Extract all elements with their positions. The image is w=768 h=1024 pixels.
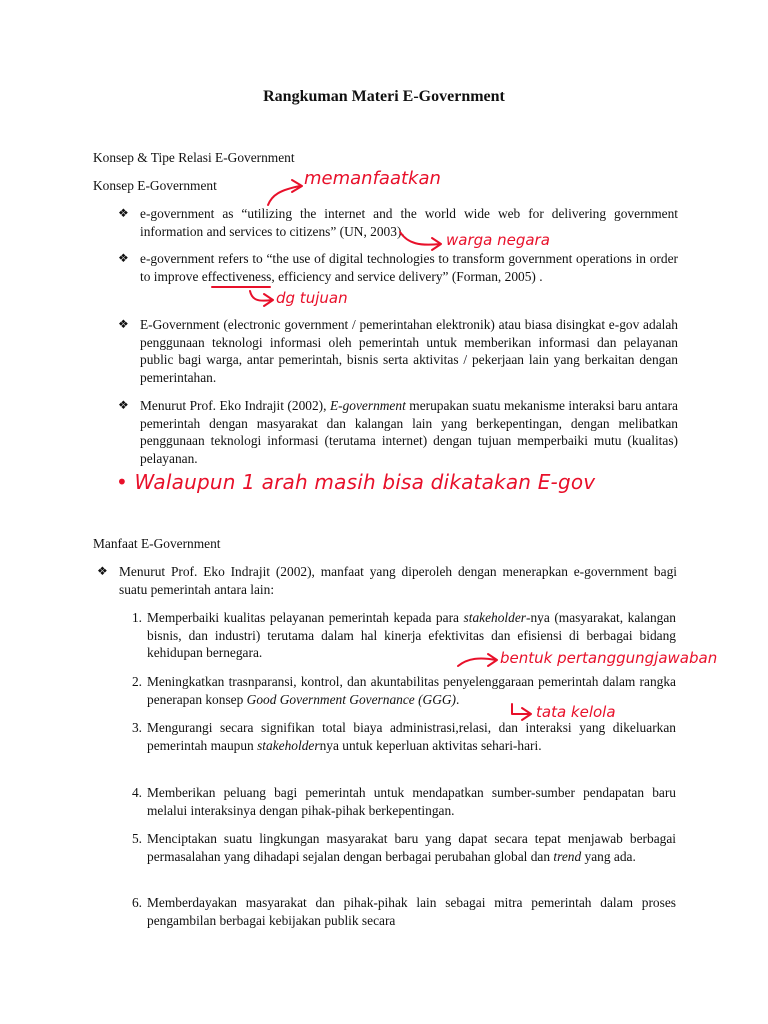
item-number: 6. [131,895,142,910]
numbered-item [120,784,676,819]
manfaat-intro-text: Menurut Prof. Eko Indrajit (2002), manfaat yang diperoleh dengan menerapkan e-government bagi suatu pemerintah antara lain: [119,564,677,597]
diamond-bullet-icon: ❖ [118,317,129,331]
item-text-italic: trend [553,848,582,864]
document-title: Rangkuman Materi E-Government [263,88,505,105]
diamond-bullet-icon: ❖ [97,564,108,578]
item-text-part: Mengurangi secara signifikan total biaya administrasi,relasi, dan interaksi yang dikeluarkan pemerintah maupun [147,720,676,753]
bullet-text-part: Menurut Prof. Eko Indrajit (2002), [140,398,330,413]
annotation-arrow-3 [250,291,273,306]
annotation-bentuk-pertanggungjawaban: bentuk pertanggungjawaban [500,649,718,667]
numbered-item [120,894,676,929]
item-number: 1. [131,610,142,625]
item-number: 4. [131,785,142,800]
bullet-text [140,397,678,467]
bullet-text: E-Government (electronic government / pemerintahan elektronik) atau biasa disingkat e-gov adalah penggunaan teknologi informasi oleh pemerintah untuk memberikan informasi dan pelayanan public bagi warga, antar pemerintah, bisnis serta aktivitas / pekerjaan lain yang berkaitan dengan pemerintahan. [140,317,678,385]
bullet-text-part: merupakan suatu mekanisme interaksi baru antara pemerintah dengan masyarakat dan kalangan lain yang berkepentingan, dengan melibatkan penggunaan teknologi informasi (terutama internet) dengan tujuan memperbaiki mutu (kualitas) pelayanan. [140,398,678,466]
section-heading-manfaat: Manfaat E-Government [93,536,221,551]
item-text-part: nya untuk keperluan aktivitas sehari-hari. [319,737,542,753]
item-text-italic: stakeholder [257,737,320,753]
bullet-item [118,397,678,467]
diamond-bullet-icon: ❖ [118,251,129,265]
item-text [147,830,676,865]
item-text [147,784,676,819]
item-text-italic: Good Government Governance (GGG) [246,691,457,707]
manfaat-intro [97,563,677,598]
bullet-item [118,316,678,386]
item-text [147,894,676,929]
diamond-bullet-icon: ❖ [118,398,129,412]
bullet-text-italic: E-government [329,398,406,413]
bullet-item [118,250,678,285]
section-heading-konsep-tipe: Konsep & Tipe Relasi E-Government [93,150,295,165]
annotation-walaupun: • Walaupun 1 arah masih bisa dikatakan E-gov [116,470,596,494]
bullet-text: e-government refers to “the use of digital technologies to transform government operations in order to improve effectiveness, efficiency and service delivery” (Forman, 2005) . [140,251,678,284]
item-text-part: Menciptakan suatu lingkungan masyarakat baru yang dapat secara tepat menjawab berbagai permasalahan yang dihadapi sejalan dengan berbagai perubahan global dan [147,831,676,864]
item-number: 2. [131,674,142,689]
bullet-text: e-government as “utilizing the internet and the world wide web for delivering government information and services to citizens” (UN, 2003). [140,206,678,239]
item-number: 5. [131,831,142,846]
item-text-part: -nya (masyarakat, kalangan bisnis, dan industri) terutama dalam hal kinerja efektivitas dan efisiensi di berbagai bidang kehidupan bernegara. [147,610,676,661]
item-text-part: . [456,691,460,707]
numbered-item [120,719,676,754]
section-heading-konsep: Konsep E-Government [93,178,217,193]
diamond-bullet-icon: ❖ [118,206,129,220]
item-text-part: Memberdayakan masyarakat dan pihak-pihak lain sebagai mitra pemerintah dalam proses pengambilan berbagai kebijakan publik secara [147,895,676,928]
annotation-memanfaatkan: memanfaatkan [304,168,441,189]
item-text-part: Memperbaiki kualitas pelayanan pemerintah kepada para [147,610,464,625]
numbered-item [120,830,676,865]
item-text-part: yang ada. [581,848,636,864]
annotation-warga-negara: warga negara [446,231,550,249]
item-text-part: Meningkatkan trasnparansi, kontrol, dan akuntabilitas penyelenggaraan pemerintah dalam rangka penerapan konsep [147,674,676,707]
item-number: 3. [131,720,142,735]
annotation-tata-kelola: tata kelola [536,703,616,721]
item-text-italic: stakeholder [463,610,526,625]
bullet-item [118,205,678,240]
annotation-dg-tujuan: dg tujuan [276,289,348,307]
item-text-part: Memberikan peluang bagi pemerintah untuk mendapatkan sumber-sumber pendapatan baru melalui interaksinya dengan pihak-pihak berkepentingan. [147,785,676,818]
item-text [147,719,676,754]
annotation-arrow-1 [268,180,302,205]
